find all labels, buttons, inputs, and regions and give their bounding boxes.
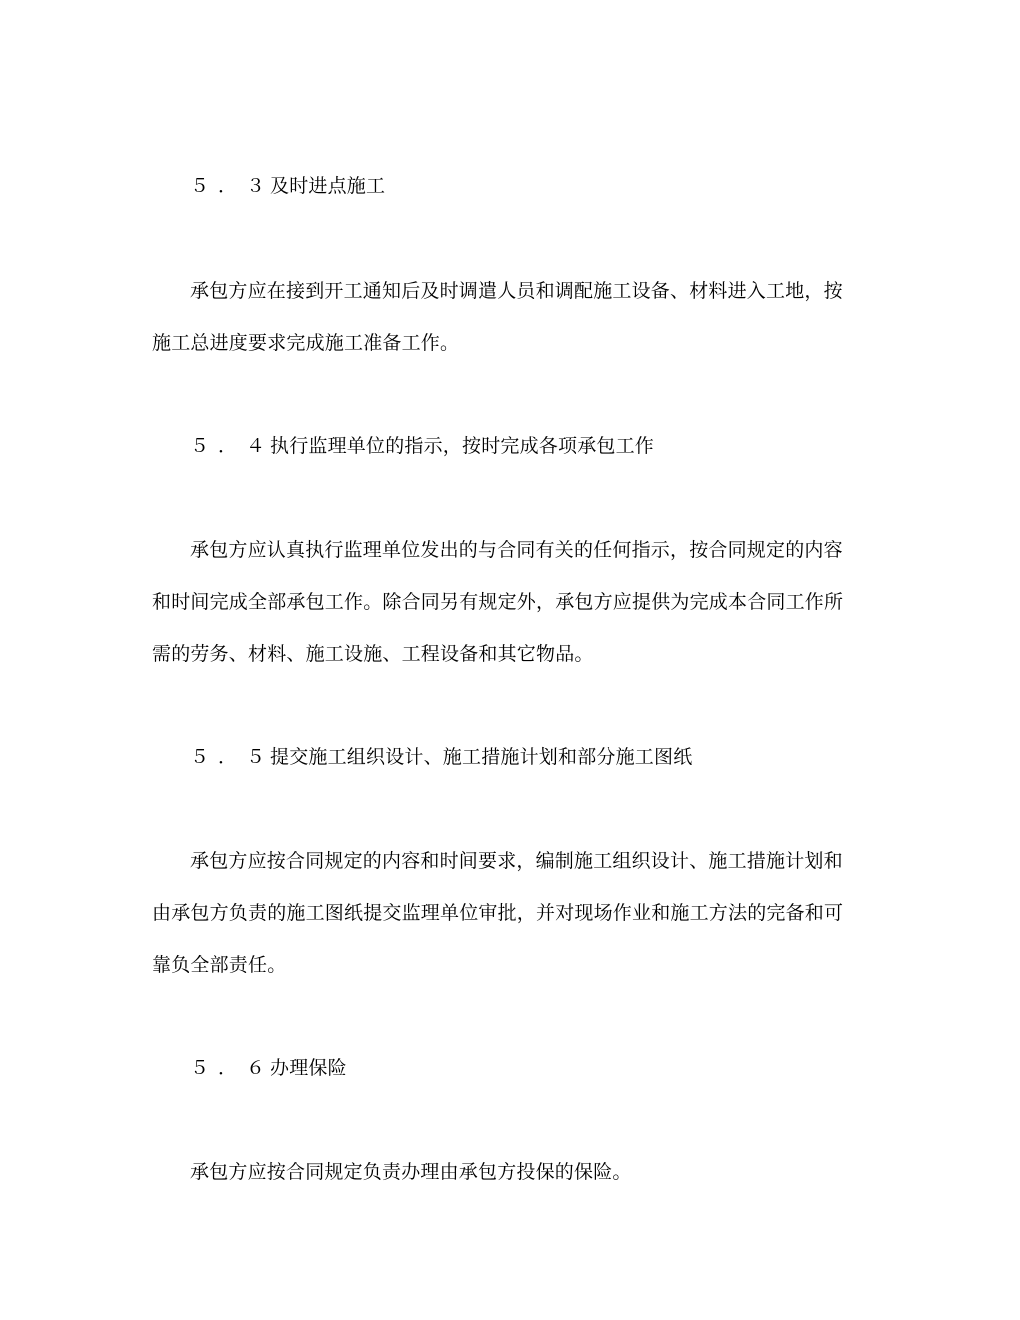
paragraph-line: 施工总进度要求完成施工准备工作。: [152, 332, 460, 354]
section-title: 提交施工组织设计、施工措施计划和部分施工图纸: [270, 746, 693, 768]
section-heading: [190, 745, 920, 769]
paragraph-line: 靠负全部责任。: [152, 954, 287, 976]
section-number: ５．６: [190, 1057, 275, 1079]
paragraph-line: 承包方应按合同规定负责办理由承包方投保的保险。: [190, 1161, 632, 1183]
section-title: 办理保险: [270, 1057, 347, 1079]
paragraph-line: 和时间完成全部承包工作。除合同另有规定外，承包方应提供为完成本合同工作所: [152, 591, 844, 613]
section-title: 执行监理单位的指示，按时完成各项承包工作: [270, 435, 655, 457]
paragraph-line: 承包方应在接到开工通知后及时调遣人员和调配施工设备、材料进入工地，按: [190, 280, 843, 302]
paragraph-line: 由承包方负责的施工图纸提交监理单位审批，并对现场作业和施工方法的完备和可: [152, 902, 844, 924]
section-title: 及时进点施工: [270, 175, 386, 197]
section-heading: [190, 434, 920, 458]
section-number: ５．４: [190, 435, 275, 457]
section-number: ５．３: [190, 175, 275, 197]
paragraph-line: 承包方应认真执行监理单位发出的与合同有关的任何指示，按合同规定的内容: [190, 539, 843, 561]
section-heading: [190, 1056, 920, 1080]
paragraph-line: 需的劳务、材料、施工设施、工程设备和其它物品。: [152, 643, 594, 665]
section-number: ５．５: [190, 746, 275, 768]
paragraph-line: 承包方应按合同规定的内容和时间要求，编制施工组织设计、施工措施计划和: [190, 850, 843, 872]
section-heading: [190, 174, 920, 198]
